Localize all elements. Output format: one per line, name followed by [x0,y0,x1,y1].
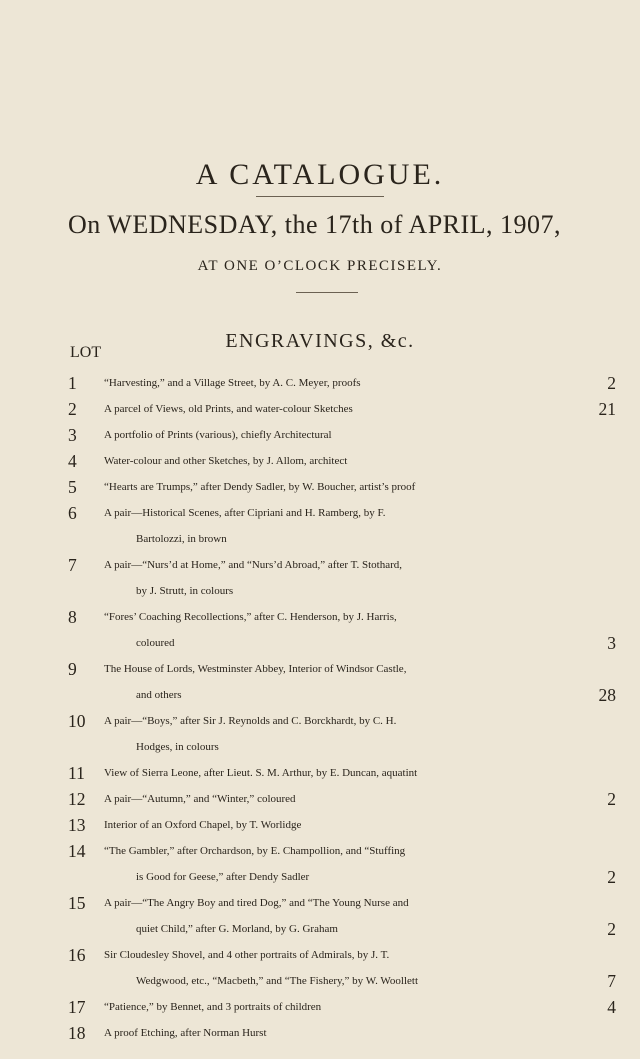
lot-description-continuation: is Good for Geese,” after Dendy Sadler [136,871,310,883]
lot-number: 14 [68,841,86,861]
lot-description: The House of Lords, Westminster Abbey, Interior of Windsor Castle, [104,663,407,675]
lot-number: 12 [68,789,86,809]
lot-quantity: 2 [607,919,616,939]
lot-list [68,370,620,1046]
lot-entry [68,422,620,448]
lot-description: Sir Cloudesley Shovel, and 4 other portraits of Admirals, by J. T. [104,949,390,961]
time-divider [296,292,358,293]
section-heading: ENGRAVINGS, &c. [225,330,415,352]
lot-entry [68,760,620,786]
lot-number: 11 [68,763,85,783]
sale-date-heading: On WEDNESDAY, the 17th of APRIL, 1907, [68,210,562,239]
lot-description-continuation: quiet Child,” after G. Morland, by G. Graham [136,923,338,935]
lot-entry [68,656,620,708]
lot-description: “Fores’ Coaching Recollections,” after C. Henderson, by J. Harris, [104,611,397,623]
lot-number: 17 [68,997,86,1017]
lot-quantity: 7 [607,971,616,991]
lot-entry [68,370,620,396]
lot-description: View of Sierra Leone, after Lieut. S. M. Arthur, by E. Duncan, aquatint [104,767,418,779]
lot-entry [68,448,620,474]
lot-description: A pair—Historical Scenes, after Cipriani and H. Ramberg, by F. [104,507,386,519]
lot-description: A pair—“Nurs’d at Home,” and “Nurs’d Abroad,” after T. Stothard, [104,559,403,571]
lot-number: 6 [68,503,77,523]
catalogue-title: A CATALOGUE. [195,158,445,191]
lot-description-continuation: and others [136,689,182,701]
lot-description: A pair—“The Angry Boy and tired Dog,” and “The Young Nurse and [104,897,409,909]
lot-description: Water-colour and other Sketches, by J. Allom, architect [104,455,348,467]
lot-description-continuation: Bartolozzi, in brown [136,533,227,545]
lot-entry [68,890,620,942]
lot-entry [68,942,620,994]
lot-description-continuation: coloured [136,637,175,649]
lot-entry [68,474,620,500]
lot-quantity: 2 [607,867,616,887]
lot-quantity: 3 [607,633,616,653]
lot-number: 3 [68,425,77,445]
lot-description-continuation: Wedgwood, etc., “Macbeth,” and “The Fishery,” by W. Woollett [136,975,419,987]
lot-description: “Harvesting,” and a Village Street, by A. C. Meyer, proofs [104,377,361,389]
lot-description: “Patience,” by Bennet, and 3 portraits of children [104,1001,322,1013]
lot-entry [68,994,620,1020]
lot-number: 10 [68,711,86,731]
lot-quantity: 4 [607,997,616,1017]
lot-number: 18 [68,1023,86,1043]
lot-entry [68,708,620,760]
lot-description: A parcel of Views, old Prints, and water-colour Sketches [104,403,353,415]
lot-number: 13 [68,815,86,835]
lot-number: 8 [68,607,77,627]
lot-description: A portfolio of Prints (various), chiefly Architectural [104,429,332,441]
lot-number: 2 [68,399,77,419]
lot-number: 9 [68,659,77,679]
lot-entry [68,812,620,838]
lot-description: A pair—“Boys,” after Sir J. Reynolds and C. Borckhardt, by C. H. [104,715,397,727]
lot-description: A proof Etching, after Norman Hurst [104,1027,267,1039]
lot-quantity: 28 [598,685,616,705]
lot-entry [68,396,620,422]
sale-time: AT ONE O’CLOCK PRECISELY. [197,258,443,274]
lot-entry [68,500,620,552]
lot-quantity: 2 [607,373,616,393]
lot-entry [68,786,620,812]
lot-column-header: LOT [70,344,102,361]
lot-number: 1 [68,373,77,393]
lot-quantity: 2 [607,789,616,809]
lot-description: Interior of an Oxford Chapel, by T. Worlidge [104,819,302,831]
lot-number: 4 [68,451,77,471]
lot-number: 15 [68,893,86,913]
lot-entry [68,552,620,604]
lot-quantity: 21 [598,399,616,419]
lot-entry [68,1020,620,1046]
lot-entry [68,838,620,890]
lot-description-continuation: by J. Strutt, in colours [136,585,234,597]
lot-description-continuation: Hodges, in colours [136,741,219,753]
lot-number: 16 [68,945,86,965]
lot-description: A pair—“Autumn,” and “Winter,” coloured [104,793,296,805]
lot-number: 7 [68,555,77,575]
lot-number: 5 [68,477,77,497]
title-divider [256,196,384,197]
lot-description: “The Gambler,” after Orchardson, by E. Champollion, and “Stuffing [104,845,406,857]
lot-entry [68,604,620,656]
lot-description: “Hearts are Trumps,” after Dendy Sadler, by W. Boucher, artist’s proof [104,481,416,493]
